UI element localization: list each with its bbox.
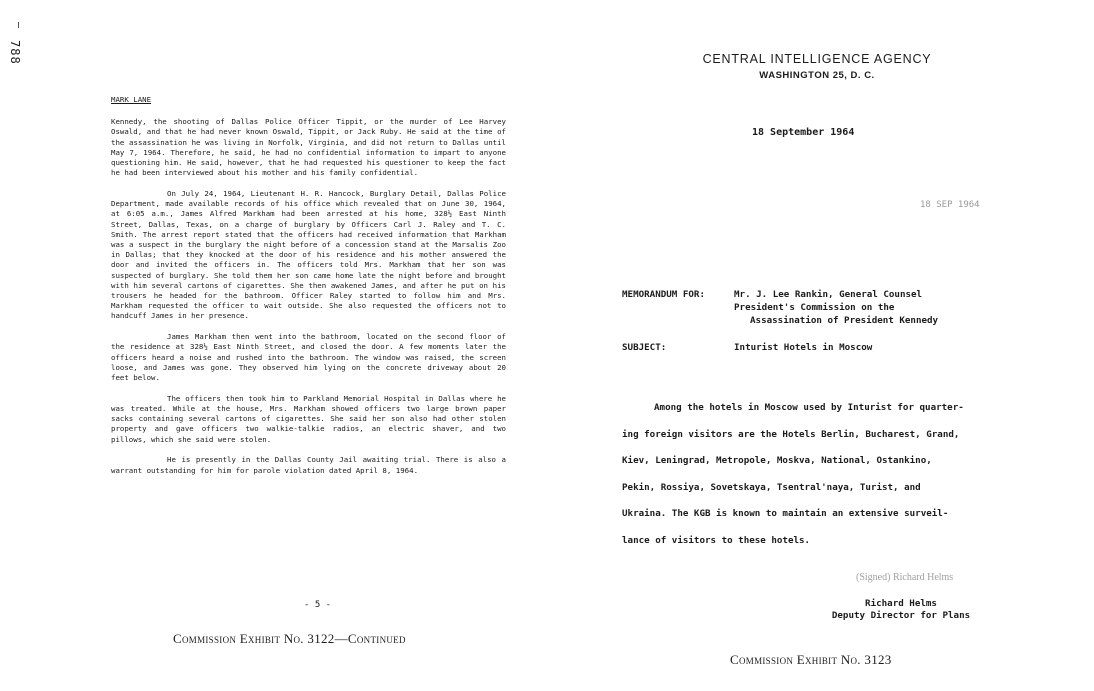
margin-page-number: 788: [8, 40, 22, 65]
page-number: - 5 -: [304, 600, 332, 610]
signer-name: Richard Helms: [865, 598, 937, 609]
exhibit-label-left: Commission Exhibit No. 3122—Continued: [173, 631, 406, 646]
paragraph-1: Kennedy, the shooting of Dallas Police Officer Tippit, or the murder of Lee Harvey Oswald, and that he had never known Oswald, Tippit, or Jack Ruby. He said at the time of the assassination he was living in Norfolk, Virginia, and did not return to Dallas until May 7, 1964. Therefore, he said, he had no confidential information to impart to anyone questioning him. He said, however, that he had requested his questioner to keep the fact he had been interviewed about his mother and his family confidential.: [111, 117, 506, 178]
paragraph-3: James Markham then went into the bathroom, located on the second floor of the residence at 328½ East Ninth Street, and closed the door. A few moments later the officers heard a noise and rushed into the bathroom. The window was raised, the screen loose, and James was gone. They observed him lying on the concrete driveway about 20 feet below.: [111, 332, 506, 383]
memo-header: [622, 288, 1042, 354]
body-line: Pekin, Rossiya, Sovetskaya, Tsentral'naya, Turist, and: [622, 481, 921, 493]
body-line: Kiev, Leningrad, Metropole, Moskva, National, Ostankino,: [622, 455, 932, 467]
paragraph-5: He is presently in the Dallas County Jail awaiting trial. There is also a warrant outstanding for him for parole violation dated April 8, 1964.: [111, 455, 506, 475]
agency-name: CENTRAL INTELLIGENCE AGENCY: [702, 52, 932, 66]
memo-for-line-3: Assassination of President Kennedy: [750, 315, 939, 326]
memo-for-line-1: Mr. J. Lee Rankin, General Counsel: [734, 289, 923, 300]
left-page-body: [111, 95, 506, 486]
memo-date: 18 September 1964: [752, 127, 855, 138]
page-heading: MARK LANE: [111, 95, 152, 104]
memo-for-value: [734, 288, 938, 327]
memo-for-row: [622, 288, 1042, 327]
memo-for-line-2: President's Commission on the: [734, 302, 895, 313]
agency-city: WASHINGTON 25, D. C.: [759, 70, 875, 81]
paragraph-4: The officers then took him to Parkland Memorial Hospital in Dallas where he was treated. While at the house, Mrs. Markham showed officers two large brown paper sacks containing several cartons of cigarettes. She said her son also had other stolen property and gave officers two walkie-talkie radios, an electric shaver, and two pillows, which she said were stolen.: [111, 393, 506, 444]
body-line: lance of visitors to these hotels.: [622, 534, 811, 546]
subject-row: [622, 341, 1042, 354]
exhibit-label-right: Commission Exhibit No. 3123: [730, 652, 892, 667]
paragraph-2: On July 24, 1964, Lieutenant H. R. Hancock, Burglary Detail, Dallas Police Department, made available records of his office which revealed that on June 30, 1964, at 6:05 a.m., James Alfred Markham had been arrested at his home, 328½ East Ninth Street, Dallas, Texas, on a charge of burglary by Officers Carl J. Raley and T. C. Smith. The arrest report stated that the officers had received information that Markham was a suspect in the burglary the night before of a concession stand at the Marsalis Zoo in Dallas; that they knocked at the door of his residence and his mother answered the door and invited the officers in. The officers told Mrs. Markham that her son was suspected of burglary. She told them her son came home late the night before and brought with him several cartons of cigarettes. She then awakened James, and after he put on his trousers he headed for the bathroom. Officer Raley started to follow him and Mrs. Markham requested the officer to wait outside. She also requested the officers not to handcuff James in her presence.: [111, 189, 506, 321]
received-stamp: 18 SEP 1964: [920, 200, 980, 210]
signer-title: Deputy Director for Plans: [831, 610, 971, 621]
signature: (Signed) Richard Helms: [856, 572, 954, 583]
body-line: Among the hotels in Moscow used by Inturist for quarter-: [654, 402, 964, 413]
subject-label: SUBJECT:: [622, 342, 667, 353]
letterhead: [702, 52, 932, 81]
signer-block: [806, 598, 996, 622]
memo-body: [622, 395, 1037, 555]
memo-for-label: MEMORANDUM FOR:: [622, 289, 705, 300]
subject-value: Inturist Hotels in Moscow: [734, 342, 873, 353]
margin-tick: [18, 22, 19, 28]
body-line: Ukraina. The KGB is known to maintain an extensive surveil-: [622, 508, 949, 520]
body-line: ing foreign visitors are the Hotels Berlin, Bucharest, Grand,: [622, 428, 960, 440]
